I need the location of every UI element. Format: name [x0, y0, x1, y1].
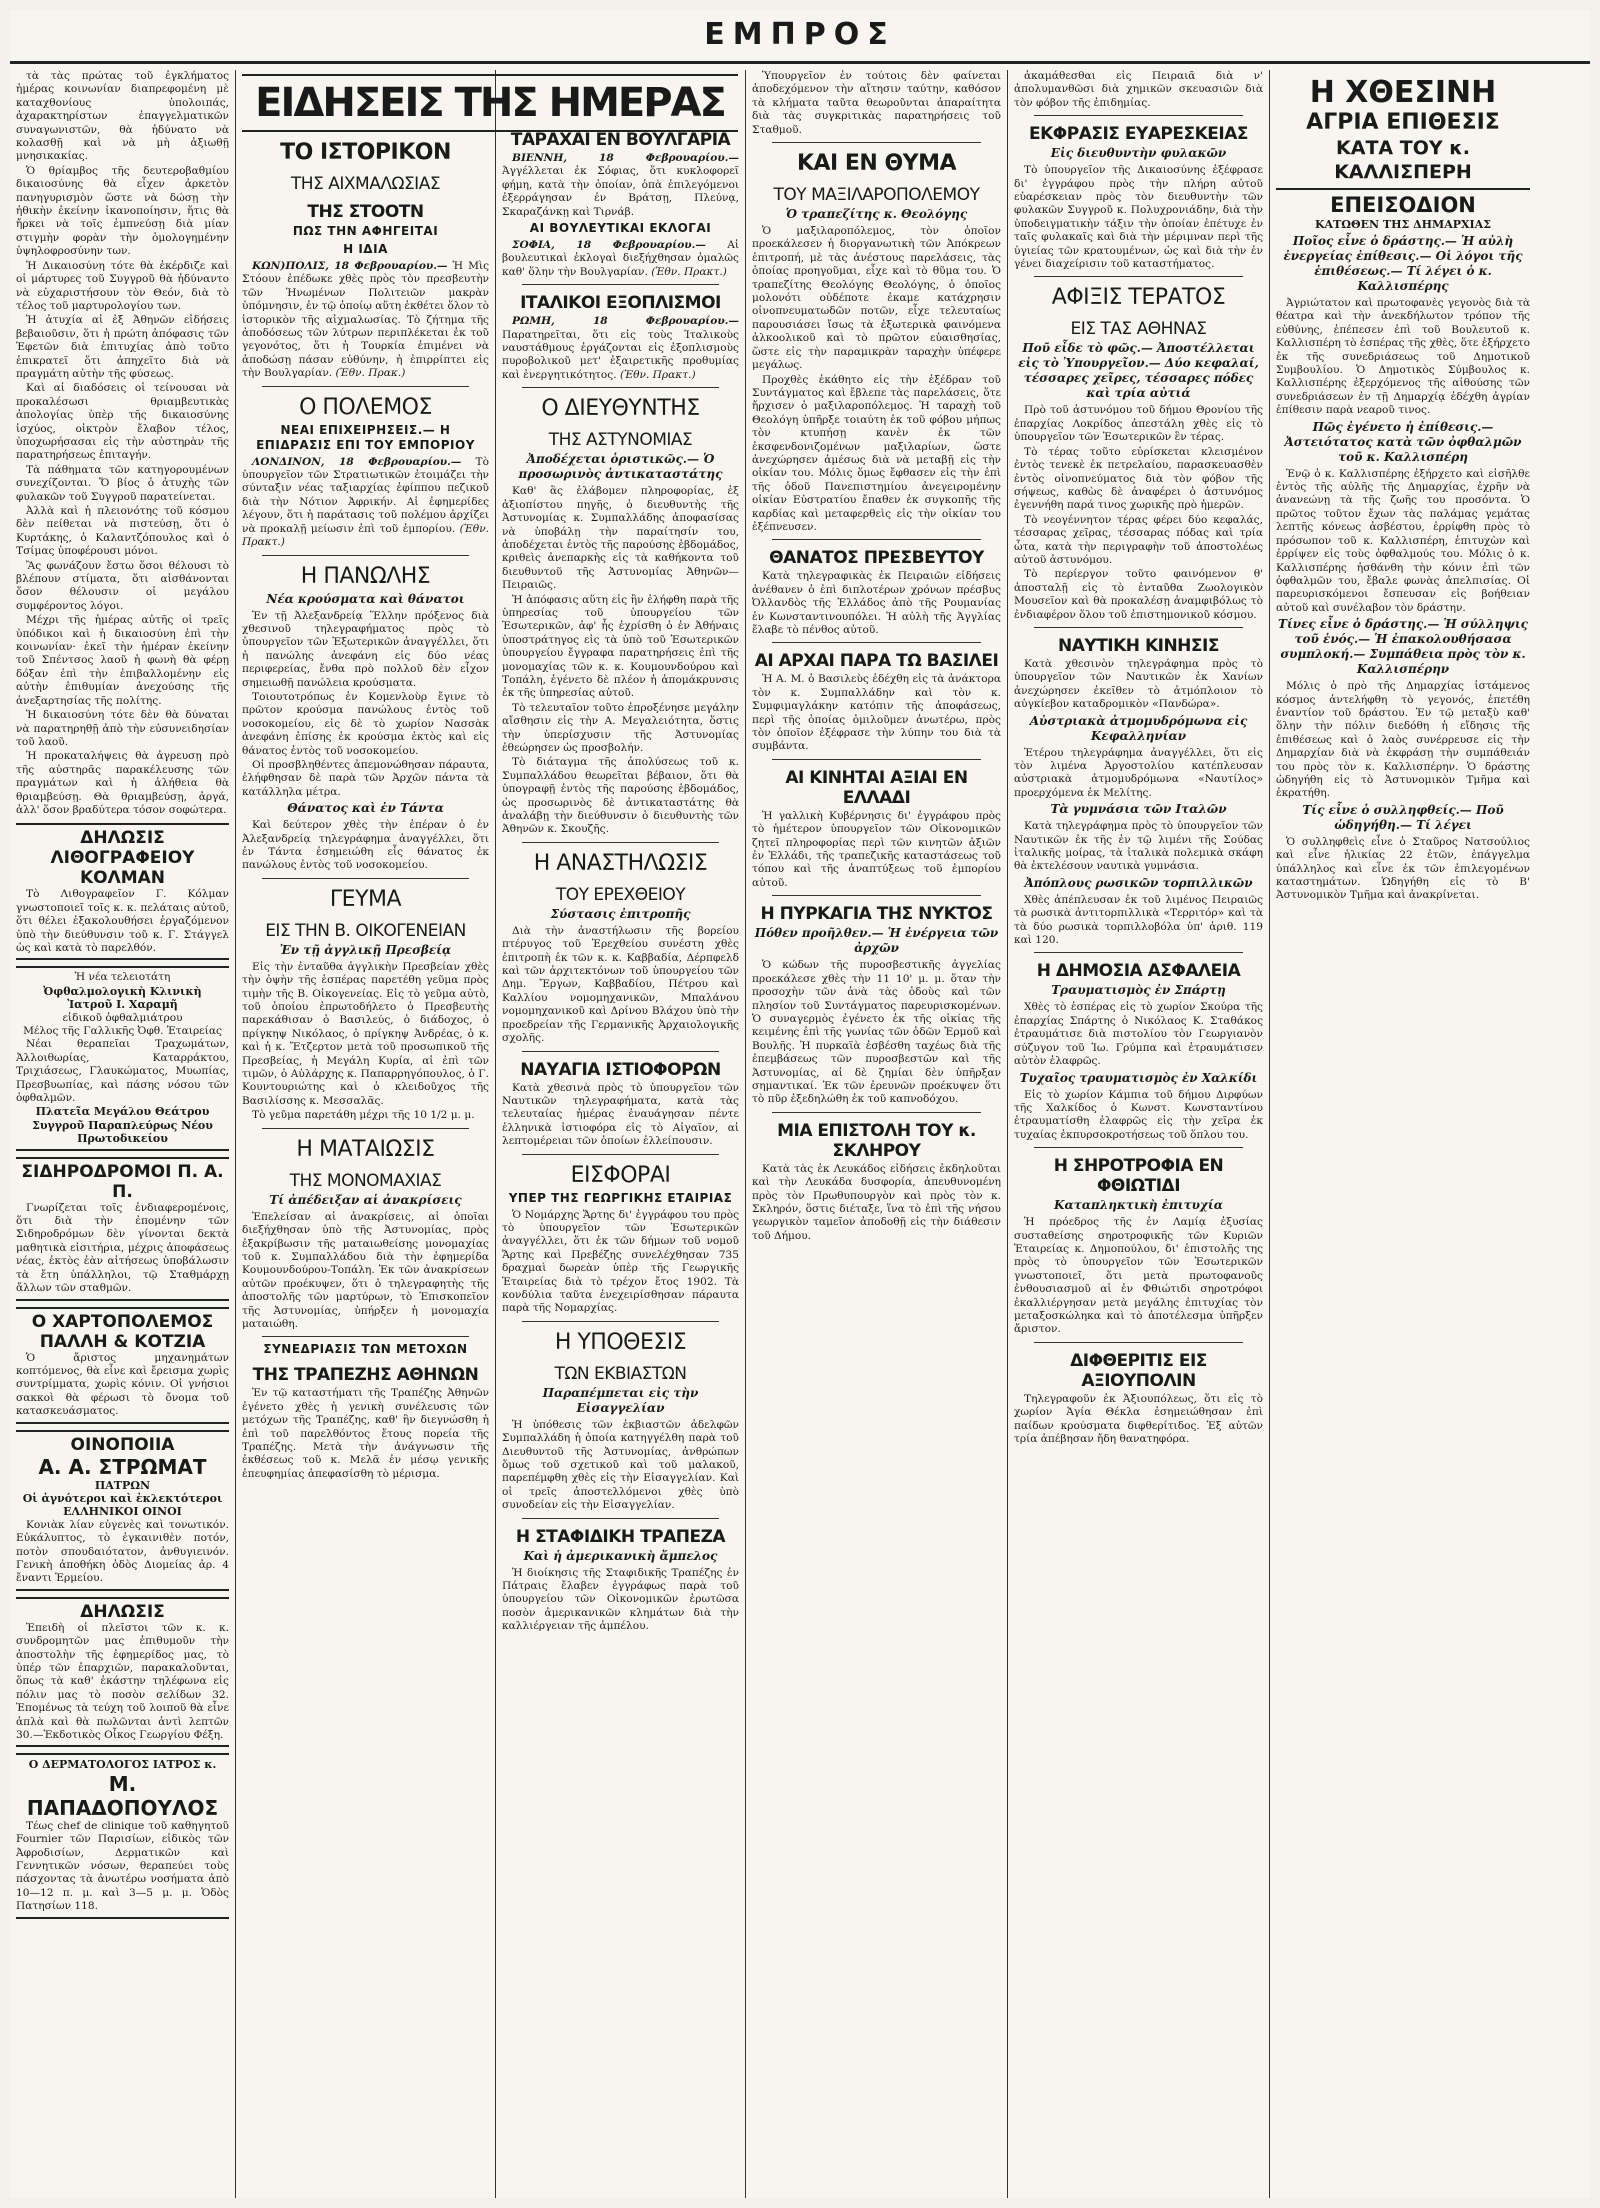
subheadline: Τυχαῖος τραυματισμὸς ἐν Χαλκίδι: [1019, 1070, 1258, 1085]
source: (Ἐθν. Πρακτ.): [619, 368, 696, 381]
headline: ΝΑΥΑΓΙΑ ΙΣΤΙΟΦΟΡΩΝ: [520, 1059, 721, 1080]
headline: ΜΙΑ ΕΠΙΣΤΟΛΗ ΤΟΥ κ. ΣΚΛΗΡΟΥ: [777, 1120, 976, 1161]
paragraph: Τὸ γεῦμα παρετάθη μέχρι τῆς 10 1/2 μ. μ.: [252, 1109, 475, 1122]
subheadline: Καὶ ἡ ἀμερικανικὴ ἄμπελος: [523, 1548, 718, 1563]
headline-line: ΚΑΤΑ ΤΟΥ κ. ΚΑΛΛΙΣΠΕΡΗ: [1334, 137, 1472, 183]
article-bank: [242, 1342, 489, 1481]
paragraph: Ὁ μαξιλαροπόλεμος, τὸν ὁποῖον προεκάλεσεν ἡ διοργανωτικὴ τῶν Ἀπόκρεων ἐπιτροπή, μὲ τὰς ἀνέστους παρελάσεις, τὰς ὁποίας προηγοῦμαι, εἶχε καὶ τὸ θῦμα του. Ὁ τραπεζίτης Θεολόγης Θεολόγης, ὁ ὁποῖος μολονότι οὐδέποτε ἐκαμε κατάχρησιν οἰνοπνευματωδῶν ποτῶν, εἶχε τελευταίως παρουσιάσει ἴσως τὰ ἐξωτερικὰ φαινόμενα ἀλκοολικοῦ καὶ τὸ πρῶτον εὐαισθησίας, ὥστε εἰς τὴν παραμικρὰν ταραχὴν ὑπέφερε μεγάλως.: [752, 225, 1001, 372]
separator: [522, 1051, 719, 1052]
paragraph: Ἡ Α. Μ. ὁ Βασιλεὺς ἐδέχθη εἰς τὰ ἀνάκτορα τὸν κ. Συμπαλλάδην καὶ τὸν κ. Συμφιμαγλάκην κατόπιν τῆς ἀποφάσεως, περὶ τῆς ὁποίας ὁμιλοῦμεν ἀνωτέρω, πρὸς τὸν ὁποῖον ἐξέφρασε τὴν λύπην του διὰ τὰ συμβάντα.: [752, 673, 1001, 753]
main-headline: [1276, 76, 1530, 232]
article-naval: [1014, 636, 1263, 948]
subheadline: Η ΙΔΙΑ: [343, 242, 388, 256]
paragraph: Τὸ διάταγμα τῆς ἀπολύσεως τοῦ κ. Συμπαλλάδου θεωρεῖται βέβαιον, ὅτι θὰ ὑπογραφῇ ἐντὸς τῆς παρούσης ἑβδομάδος, ὡς προσωρινὸς δὲ ἀντικαταστάτης θὰ ἀναλάβῃ τὴν διεύθυνσιν ὁ διευθυντὴς τῶν Ἀθηνῶν κ. Σκουζῆς.: [502, 756, 739, 836]
ad-paper: [16, 1307, 229, 1424]
subheadline: Εἰς διευθυντὴν φυλακῶν: [1050, 146, 1227, 161]
article-fire: [752, 904, 1001, 1106]
headline: ΤΗΣ ΜΟΝΟΜΑΧΙΑΣ: [289, 1170, 442, 1191]
article-king: [752, 651, 1001, 753]
separator: [1034, 276, 1243, 277]
ad-name: Α. Α. ΣΤΡΩΜΑΤ: [38, 1454, 207, 1479]
subheadline: Σύστασις ἐπιτροπῆς: [550, 906, 691, 921]
article-bulgaria-riots: [502, 130, 739, 219]
paragraph: Ἡ Δικαιοσύνη τότε θὰ ἐκέρδιζε καὶ οἱ μάρτυρες τοῦ Συγγροῦ θὰ ἠδύναντο νὰ εὐχαριστήσουν τὸν Θεόν, διὰ τὸ τέλος τοῦ μαρτυρολογίου των.: [16, 259, 229, 312]
subheadline: Τίνες εἶνε ὁ δράστης.— Ἡ σύλληψις τοῦ ἑνός.— Ἡ ἐπακολουθήσασα συμπλοκή.— Συμπάθεια πρὸς τὸν κ. Καλλισπέρην: [1278, 617, 1528, 677]
ad-winery: [16, 1430, 229, 1591]
article-letter: [752, 1121, 1001, 1243]
paragraph: Ἡ προκαταλήψεις θὰ ἀγρευσῃ πρὸ τῆς αὐστηρᾶς παρακέλευσης τῶν πραγμάτων καὶ ἡ ἀλήθεια θὰ θριαμβεύσῃ. Θὰ θριαμβεύσῃ, ἀργά, ἀλλ' ὅσον βραδύτερα τόσον σοφώτερα.: [16, 750, 229, 816]
headline: Η ΥΠΟΘΕΣΙΣ: [554, 1329, 687, 1355]
separator: [772, 539, 981, 540]
paragraph: Τὸ περίεργον τοῦτο φαινόμενον θ' ἀποσταλῇ εἰς τὸ ἐνταῦθα Ζωολογικὸν Μουσεῖον καὶ θὰ προκαλέσῃ ἀναμφιβόλως τὸ ἐνδιαφέρον ὅλου τοῦ ἐπιστημονικοῦ κόσμου.: [1014, 568, 1263, 621]
subheadline: Ποῖος εἶνε ὁ δράστης.— Ἡ αὐλὴ ἐνεργείας ἐπίθεσις.— Οἱ λόγοι τῆς ἐπιθέσεως.— Τί λέγει ὁ κ. Καλλισπέρης: [1283, 234, 1523, 293]
paragraph: Ἐτέρου τηλεγράφημα ἀναγγέλλει, ὅτι εἰς τὸν λιμένα Ἀργοστολίου κατέπλευσαν αὐστριακὰ ἀτμομυδρόμωνα «Ναυτίλος» προερχόμενα ἐκ Μελίτης.: [1014, 746, 1263, 799]
ad-title: ΛΙΘΟΓΡΑΦΕΙΟΥ ΚΟΛΜΑΝ: [50, 848, 195, 889]
headline: ΙΤΑΛΙΚΟΙ ΕΞΟΠΛΙΣΜΟΙ: [520, 293, 721, 314]
ad-body: Τὸ Λιθογραφεῖον Γ. Κόλμαν γνωστοποιεῖ τοῖς κ. κ. πελάταις αὐτοῦ, ὅτι θέλει ἐξακολουθήσει ἐργαζόμενον ὑπὸ τὴν διεύθυνσιν τοῦ κ. Γ. Στάγγελ ὡς καὶ κατὰ τὸ παρελθόν.: [16, 888, 229, 954]
article-diphtheria: [1014, 1351, 1263, 1447]
separator: [262, 555, 469, 556]
article-war: [242, 395, 489, 550]
subheadline: Τί ἀπέδειξαν αἱ ἀνακρίσεις: [269, 1192, 462, 1207]
paragraph: Κατὰ τηλεγραφικὰς ἐκ Πειραιῶν εἰδήσεις ἀνέθανεν ὁ ἐπὶ διπλοτέρων χρόνων πρέσβυς Ὀλλανδὸς τῆς Ἑλλάδος ἀπὸ τῆς Ρουμανίας ἐν Κωνσταντινουπόλει. Ἡ αὐλὴ τῆς Ἀγγλίας ἔλαβε τὸ πένθος αὐτοῦ.: [752, 570, 1001, 636]
article-elections: [502, 221, 739, 279]
headline-line: ΑΓΡΙΑ ΕΠΙΘΕΣΙΣ: [1306, 110, 1500, 135]
paragraph: [242, 260, 489, 381]
paragraph: Διὰ τὴν ἀναστήλωσιν τῆς βορείου πτέρυγος τοῦ Ἐρεχθείου συνέστη χθὲς ἐπιτροπὴ ἐκ τῶν κ. κ. Καββαδία, Δέρπφελδ καὶ τῶν ἀρχιτεκτόνων τοῦ ὑπουργείου τῶν Δημ. Ἔργων, Καββαδίου, Πέτρου καὶ Καλλίου νομομηχανικῶν, Μπαλάνου νομομηχανικοῦ καὶ Δρίνου Βλάχου ὑπὸ τὴν προεδρείαν τῆς Γερμανικῆς Ἀρχαιολογικῆς σχολῆς.: [502, 924, 739, 1045]
masthead-rule: [10, 61, 1590, 64]
paragraph: Καὶ δεύτερον χθὲς τὴν ἐπέραν ὁ ἐν Ἀλεξανδρείᾳ τηλεγράφημα ἀναγγέλλει, ὅτι ἐν Τάντα ἐσημειώθη εἷς θάνατος ἐκ πανώλους ἐντὸς τοῦ νοσοκομείου.: [242, 819, 489, 872]
subheadline: Πόθεν προῆλθεν.— Ἡ ἐνέργεια τῶν ἀρχῶν: [754, 926, 999, 956]
headline: ΤΗΣ ΑΣΤΥΝΟΜΙΑΣ: [548, 430, 693, 451]
headline: Η ΣΗΡΟΤΡΟΦΙΑ ΕΝ ΦΘΙΩΤΙΔΙ: [1053, 1156, 1224, 1197]
separator: [772, 1112, 981, 1113]
headline-line: ΕΠΕΙΣΟΔΙΟΝ: [1276, 188, 1530, 218]
article-plague: [242, 564, 489, 873]
headline: Η ΔΗΜΟΣΙΑ ΑΣΦΑΛΕΙΑ: [1036, 961, 1241, 982]
ad-body: Γνωρίζεται τοῖς ἐνδιαφερομένοις, ὅτι διὰ τὴν ἐπομένην τῶν Σιδηροδρόμων δὲν γίνονται δεκτὰ μαθητικὰ εἰσιτήρια, μέχρις ἀποφάσεως νέας, ἐκτὸς ἐὰν αἰτήσεως ὑποβάλωσιν τὰ ἔτη ὑπάλληλοι, τῷ Σταθμάρχῃ ἄλλων τῶν σταθμῶν.: [16, 1201, 229, 1295]
paragraph: Κατὰ τηλεγράφημα πρὸς τὸ ὑπουργεῖον τῶν Ναυτικῶν ἐκ τῆς ἐν τῷ λιμένι τῆς Σούδας ἰταλικῆς μοίρας, τὰ ἰταλικὰ πολεμικὰ σκάφη θὰ ἐκτελέσουν ναυτικὰ γυμνάσια.: [1014, 820, 1263, 873]
headline: ΔΙΦΘΕΡΙΤΙΣ ΕΙΣ ΑΞΙΟΥΠΟΛΙΝ: [1070, 1350, 1207, 1391]
masthead-title: ΕΜΠΡΟΣ: [704, 17, 896, 52]
headline-line: ΚΑΤΩΘΕΝ ΤΗΣ ΔΗΜΑΡΧΙΑΣ: [1314, 218, 1491, 231]
headline: ΤΗΣ ΣΤΟΟΤΝ: [307, 202, 424, 222]
headline: ΤΑΡΑΧΑΙ ΕΝ ΒΟΥΛΓΑΡΙΑ: [510, 130, 731, 150]
separator: [522, 1321, 719, 1322]
headline: ΤΟ ΙΣΤΟΡΙΚΟΝ: [280, 140, 451, 165]
paragraph: Ἡ ἀπόφασις αὕτη εἰς ἣν ἐλήφθη παρὰ τῆς ὑπηρεσίας τοῦ ὑπουργείου τῶν Ἐσωτερικῶν, ἀφ' ἧς ἐχρίσθη ὁ ἐν Ἀθήναις ὑποστράτηγος εἰς τὰ ὑπὸ τοῦ Ἐσωτερικῶν ὑπουργείου ἔγγραφα παρατηρήσεις ἐπὶ τῆς μονομαχίας τῶν κ. κ. Κουμουνδούρου καὶ Τοπάλη, ἐγένετο δὲ πλέον ἡ ἀπομάκρυνσις ἐκ τῆς ὑπηρεσίας αὐτοῦ.: [502, 593, 739, 700]
subheadline: Τραυματισμὸς ἐν Σπάρτῃ: [1051, 983, 1226, 998]
paragraph: Καὶ αἱ διαδόσεις οἱ τείνουσαι νὰ προκαλέσωσι θριαμβευτικὰς ἀπολογίας ὑπὲρ τῆς δικαιοσύνης ἰσχύος, οἰκτρὸν ἔλαβον τέλος, ὑποχωρήσασαι εἰς τὴν αὐστηρὰν τῆς παρατηρήσεως ἐπιταγήν.: [16, 382, 229, 462]
separator: [772, 642, 981, 643]
headline: Ο ΔΙΕΥΘΥΝΤΗΣ: [541, 396, 700, 422]
paragraph: Κατὰ χθεσινὰ πρὸς τὸ ὑπουργεῖον τῶν Ναυτικῶν τηλεγραφήματα, κατὰ τὰς τελευταίας ἡμέρας ἐναυάγησαν πέντε ἑλληνικὰ ἱστιοφόρα εἰς τὸ Αἰγαῖον, αἱ λεπτομέρειαι τῶν ὁποίων ἐλλείπουσιν.: [502, 1081, 739, 1148]
paragraph: Ἡ δικαιοσύνη τότε δὲν θὰ δύναται νὰ παρατηρηθῇ ἀπὸ τὴν εὐσυνειδησίαν τοῦ λαοῦ.: [16, 709, 229, 748]
columns: [10, 70, 1590, 2198]
paragraph: Μόλις ὁ πρὸ τῆς Δημαρχίας ἱστάμενος κόσμος ἀντελήφθη τὸ γεγονός, ἐπετέθη ἐναντίον τοῦ δράστου. Ἐν τῷ μεταξὺ καθ' ὅλην τὴν πόλιν διεδόθη ἡ εἴδησις τῆς ἐπιθέσεως καὶ ὁ λαὸς συνέρρευσε εἰς τὴν Δημαρχίαν διὰ νὰ ἐκφράσῃ τὴν συμπάθειάν του πρὸς τὸν κ. Καλλισπέρην. Ὁ δράστης ὠδηγήθη εἰς τὸ Ἀστυνομικὸν Τμῆμα καὶ ἐκρατήθη.: [1276, 680, 1530, 800]
article-dinner: [242, 887, 489, 1123]
source: (Ἐθν. Πρακτ.): [651, 265, 727, 278]
ad-line: Ἡ νέα τελειοτάτη: [74, 971, 171, 984]
newspaper-page: [10, 10, 1590, 2198]
subheadline: Τίς εἶνε ὁ συλληφθείς.— Ποῦ ὡδηγήθη.— Τί λέγει: [1302, 802, 1504, 832]
subheadline: Παραπέμπεται εἰς τὴν Εἰσαγγελίαν: [542, 1385, 699, 1415]
paragraph: ἀκαμάθεσθαι εἰς Πειραιᾶ διὰ ν' ἀπολυμανθῶσι διὰ χημικῶν σκευασιῶν διὰ τὸν φόβον τῆς ἐπιδημίας.: [1014, 70, 1263, 109]
ad-address: Πλατεῖα Μεγάλου Θεάτρου Συγγροῦ Παραπλεύρως Νέου Πρωτοδικείου: [32, 1105, 213, 1146]
subheadline: Νέα κρούσματα καὶ θάνατοι: [266, 591, 465, 606]
subheadline: ΥΠΕΡ ΤΗΣ ΓΕΩΡΓΙΚΗΣ ΕΤΑΙΡΙΑΣ: [508, 1190, 733, 1205]
subheadline: ΠΩΣ ΤΗΝ ΑΦΗΓΕΙΤΑΙ: [292, 224, 439, 238]
dateline: ΛΟΝΔΙΝΟΝ, 18 Φεβρουαρίου.—: [252, 455, 462, 468]
article-shipwrecks: [502, 1060, 739, 1149]
headline: ΕΚΦΡΑΣΙΣ ΕΥΑΡΕΣΚΕΙΑΣ: [1029, 124, 1248, 145]
paragraph: Ἀγριώτατον καὶ πρωτοφανὲς γεγονὸς διὰ τὰ θέατρα καὶ τὴν ἀνεκδήλωτον τρόπον τῆς εὐθύνης, ἐπέπεσεν ἐπὶ τοῦ Βουλευτοῦ κ. Καλλισπέρη τὸ ἑσπέρας τῆς χθὲς, ὅτε ἐξήρχετο ἐκ τῆς συνεδριάσεως τοῦ Δημοτικοῦ Συμβουλίου. Ὁ Δημοτικὸς Σύμβουλος κ. Καλλισπέρης ἐξερχόμενος τῆς αἰθούσης τῶν συνεδριάσεων ἐν τῇ Δημαρχίᾳ ἐδέχθη ἀγρίαν ἐπίθεσιν παρὰ νεαροῦ τινος.: [1276, 297, 1530, 417]
subheadline: Ποῦ εἶδε τὸ φῶς.— Ἀποστέλλεται εἰς τὸ Ὑπουργεῖον.— Δύο κεφαλαί, τέσσαρες χεῖρες, τέσσαρες πόδες καὶ τρία αὐτιά: [1018, 341, 1259, 401]
separator: [1034, 115, 1243, 116]
column-4: [746, 70, 1008, 2198]
ad-title: ΣΙΔΗΡΟΔΡΟΜΟΙ Π. Α. Π.: [21, 1161, 224, 1202]
body-text: Τὸ ὑπουργεῖον τῶν Στρατιωτικῶν ἑτοιμάζει τὴν σύνταξιν νέας ταξιαρχίας ἐφίππου πεζικοῦ διὰ τὴν Νότιον Ἀφρικήν. Αἱ ἐφημερίδες λέγουν, ὅτι ἡ παράτασις τοῦ πολέμου ἀρχίζει νὰ προκαλῇ μείωσιν ἐπὶ τοῦ ἐμπορίου.: [242, 455, 489, 535]
headline: ΚΑΙ ΕΝ ΘΥΜΑ: [796, 151, 957, 177]
separator: [522, 387, 719, 388]
paragraph: Ἀλλὰ καὶ ἡ πλειονότης τοῦ κόσμου δὲν πείθεται νὰ πιστεύσῃ, ὅτι ὁ Κυρτάκης, ὁ Καλαντζόπουλος καὶ ὁ Τσίμας ὑποφέρουσι μόνοι.: [16, 505, 229, 558]
separator: [262, 1336, 469, 1337]
paragraph: [242, 456, 489, 550]
article-satisfaction: [1014, 124, 1263, 271]
separator: [262, 386, 469, 387]
article-monster: [1014, 285, 1263, 622]
article-safety: [1014, 961, 1263, 1142]
column-1: [10, 70, 236, 2198]
separator: [1034, 627, 1243, 628]
headline: Η ΣΤΑΦΙΔΙΚΗ ΤΡΑΠΕΖΑ: [515, 1526, 726, 1547]
headline: ΤΟΥ ΜΑΞΙΛΑΡΟΠΟΛΕΜΟΥ: [773, 185, 980, 206]
headline: Ο ΠΟΛΕΜΟΣ: [299, 394, 432, 420]
paragraph: τὰ τὰς πρώτας τοῦ ἐγκλήματος ἡμέρας κοινωνίαν διαπρεφομένη μὲ καταχθονίους ὑπολοιπάς, ἀχαρακτηρίστων ἐπαγγελματικῶν συναγωνιστῶν, θὰ ἠδύνατο νὰ κολασθῇ καὶ νὰ μὴ ἀξιωθῇ μνησικακίας.: [16, 70, 229, 163]
ad-title: ΔΗΛΩΣΙΣ: [80, 1601, 165, 1622]
paragraph: [502, 152, 739, 219]
headline: ΘΑΝΑΤΟΣ ΠΡΕΣΒΕΥΤΟΥ: [769, 548, 984, 569]
ad-body: Ὁ ἄριστος μηχανημάτων κοπτόμενος, θὰ εἶνε καὶ ἔρεισμα χωρὶς συντρίμματα, χωρὶς κόνιν. Οἱ γνήσιοι σακκοὶ θὰ φέρωσι τὸ ὄνομα τοῦ κατασκευάσματος.: [16, 1351, 229, 1418]
article-police-director: [502, 396, 739, 837]
masthead: [10, 10, 1590, 66]
separator: [1034, 1342, 1243, 1343]
separator: [262, 878, 469, 879]
subheadline: Ἀποδέχεται ὁριστικῶς.— Ὁ προσωρινὸς ἀντικαταστάτης: [518, 452, 723, 482]
paragraph: [502, 315, 739, 382]
separator: [522, 1154, 719, 1155]
ad-line: εἰδικοῦ ὀφθαλμιάτρου: [62, 1011, 183, 1024]
paragraph: Τηλεγραφοῦν ἐκ Ἀξιουπόλεως, ὅτι εἰς τὸ χωρίον Ἁγία Θέκλα ἐσημειώθησαν ἐπὶ παίδων κρούσματα διφθερίτιδος. Ἐξ αὐτῶν τρία ἀπέβησαν ἤδη θανατηφόρα.: [1014, 1392, 1263, 1445]
headline: ΤΗΣ ΤΡΑΠΕΖΗΣ ΑΘΗΝΩΝ: [252, 1365, 479, 1386]
ad-body: Τέως chef de clinique τοῦ καθηγητοῦ Fournier τῶν Παρισίων, εἰδικὸς τῶν Ἀφροδισίων, Δερματικῶν καὶ Γεννητικῶν νόσων, θεραπεύει τοὺς πάσχοντας τὰ ἀνωτέρω νοσήματα ἀπὸ 10—12 π. μ. καὶ 3—5 μ. μ. Ὁδὸς Πατησίων 118.: [16, 1819, 229, 1913]
headline: ΓΕΥΜΑ: [329, 886, 402, 912]
headline: ΑΙ ΑΡΧΑΙ ΠΑΡΑ ΤΩ ΒΑΣΙΛΕΙ: [754, 651, 999, 672]
subheadline: ΣΥΝΕΔΡΙΑΣΙΣ ΤΩΝ ΜΕΤΟΧΩΝ: [263, 1342, 468, 1357]
paragraph: Χθὲς ἀπέπλευσαν ἐκ τοῦ λιμένος Πειραιῶς τὰ ρωσικὰ ἀντιτορπιλλικὰ «Τερριτόρ» καὶ τὰ τὰ δύο ρωσικὰ τορπιλλοβόλα ὑπ' ἀριθ. 119 καὶ 120.: [1014, 893, 1263, 947]
paragraph: Ἐπελείσαν αἱ ἀνακρίσεις, αἱ ὁποῖαι διεξήχθησαν ὑπὸ τῆς Ἀστυνομίας, πρὸς ἐξακρίβωσιν τῆς ματαιωθείσης μονομαχίας τοῦ κ. Συμπαλλάδου διὰ τὴν ἐφημερίδα Κουμουνδούρου-Τοπάλη. Ἐκ τῶν ἀνακρίσεων αὐτῶν προέκυψεν, ὅτι ὁ τηλεγραφητὴς τῆς ἀποστολῆς τῶν μαρτύρων, τὸ Ἐπισκοπεῖον τῆς Ἀστυνομίας, ὑπήρξεν ἡ μονομαχία ματαιώθη.: [242, 1210, 489, 1330]
headline: ΕΙΣ ΤΑΣ ΑΘΗΝΑΣ: [1070, 319, 1207, 340]
headline: Η ΑΝΑΣΤΗΛΩΣΙΣ: [533, 850, 708, 876]
paragraph: Ἡ πρόεδρος τῆς ἐν Λαμίᾳ ἐξυσίας συσταθείσης σηροτροφικῆς τῶν Κυριῶν Ἑταιρείας κ. Δημοπούλου, δι' ἐπιστολῆς της πρὸς τὸ ὑπουργεῖον τῶν Ἐσωτερικῶν γνωστοποιεῖ, ὅτι μετὰ πρωτοφανοῦς ἐνθουσιασμοῦ αἱ ἐν Φθιώτιδι σηροτρόφοι ἐκαλλιέργησαν μετὰ μεγάλης ἐπιτυχίας τὸν μεταξοσκώληκα καὶ τὸ ἀποτέλεσμα ὑπῆρξεν ἄριστον.: [1014, 1216, 1263, 1336]
separator: [772, 142, 981, 143]
body-text: Ἀγγέλλεται ἐκ Σόφιας, ὅτι κυκλοφορεῖ φήμη, κατὰ τὴν ὁποίαν, ὁπὰ ἐπιλεγόμενοι ἐξερράγησαν ἐν Βράτσῃ, Πλεύνᾳ, Σκαραζάνκῃ καὶ Τιρνάβ.: [502, 165, 739, 218]
spacer: [502, 70, 739, 122]
ad-line: Μέλος τῆς Γαλλικῆς Ὀφθ. Ἑταιρείας: [23, 1025, 222, 1037]
ad-railways: [16, 1157, 229, 1301]
body-text: Παρατηρεῖται, ὅτι εἰς τοὺς Ἰταλικοὺς ναυστάθμους ἐργάζονται εἰς ἐξοπλισμοὺς πυροβολικοῦ μετ' ἐξαιρετικῆς προθυμίας καὶ ἐνεργητικότητος.: [502, 328, 739, 381]
dateline: ΣΟΦΙΑ, 18 Φεβρουαρίου.—: [512, 239, 706, 252]
article-duel: [242, 1137, 489, 1332]
paragraph: [502, 239, 739, 279]
dateline: ΡΩΜΗ, 18 Φεβρουαρίου.—: [512, 315, 739, 328]
paragraph: Εἰς τὸ χωρίον Κάμπια τοῦ δήμου Διρφύων τῆς Χαλκίδος ὁ Κωνστ. Κωνσταντίνου ἐτραυματίσθη ἐλαφρῶς εἰς τὴν χεῖρα ἐκ τυχαίας ἐκπυρσοκροτήσεως τοῦ ὅπλου του.: [1014, 1088, 1263, 1141]
paragraph: Ἂς φωνάζουν ἔστω ὅσοι θέλουσι τὸ βλέπουν στίματα, ὅτι αἰσθάνονται ὅσον θέλουσιν οἱ μεγάλου συμφέροντος λόγοι.: [16, 559, 229, 612]
paragraph: Χθὲς τὸ ἑσπέρας εἰς τὸ χωρίον Σκούρα τῆς ἐπαρχίας Σπάρτης ὁ Νικόλαος Κ. Σταθάκος ἐτραυμάτισε διὰ πιστολίου τὸν Γεωργιανὸν σύζυγον τοῦ Ἰω. Γρύμπα καὶ ἐτραυμάτισεν αὐτὸν ἐλαφρῶς.: [1014, 1001, 1263, 1068]
ad-notice: [16, 1597, 229, 1748]
body-text: Αἱ βουλευτικαὶ ἐκλογαὶ διεξήχθησαν ὁμαλῶς καθ' ὅλην τὴν Βουλγαρίαν.: [502, 239, 739, 278]
ad-line: Ο ΔΕΡΜΑΤΟΛΟΓΟΣ ΙΑΤΡΟΣ κ.: [28, 1758, 217, 1772]
paragraph: Τὸ νεογέννητον τέρας φέρει δύο κεφαλάς, τέσσαρας χεῖρας, τέσσαρας πόδας καὶ τρία ὦτα, κατὰ τὴν περιγραφὴν τοῦ ἀποστολέως αὐτοῦ ἀστυνόμου.: [1014, 513, 1263, 566]
source: (Ἐθν. Πρακ.): [335, 367, 406, 380]
headline: ΕΙΣΦΟΡΑΙ: [570, 1162, 671, 1188]
headline: Η ΜΑΤΑΙΩΣΙΣ: [296, 1136, 435, 1162]
ad-body: Νέαι θεραπεῖαι Τραχωμάτων, Ἀλλοιθωρίας, Καταρράκτου, Τριχιάσεως, Γλαυκώματος, Μυωπίας, Πρεσβυωπίας, καὶ πάσης νόσου τῶν ὀφθαλμῶν.: [16, 1038, 229, 1105]
headline: ΝΑΥΤΙΚΗ ΚΙΝΗΣΙΣ: [1058, 635, 1219, 656]
ad-body: Κονιὰκ λίαν εὐγενὲς καὶ τονωτικόν. Εὐκάλυπτος, τὸ ἐγκαινιθὲν ποτόν, ποτὸν σπουδαιότατον, ἀνθυγιεινόν. Γενικὴ ἀποθήκη ὁδὸς Διομείας ἀρ. 4 ἔναντι Ἑρμείου.: [16, 1518, 229, 1585]
headline: ΤΟΥ ΕΡΕΧΘΕΙΟΥ: [555, 884, 686, 905]
dateline: ΚΩΝ)ΠΟΛΙΣ, 18 Φεβρουαρίου.—: [252, 260, 448, 272]
article-raisin-bank: [502, 1527, 739, 1634]
ad-name: Μ. ΠΑΠΑΔΟΠΟΥΛΟΣ: [26, 1771, 219, 1820]
paragraph: Ὁ συλληφθεὶς εἶνε ὁ Σταῦρος Νατσούλιος καὶ εἶνε ἡλικίας 22 ἐτῶν, ἐπάγγελμα ὑπάλληλος καὶ εἶνε ἐκ τῶν ἐπιλεγομένων καταστημάτων. Ὡδηγήθη εἰς τὸ Β' Ἀστυνομικὸν Τμῆμα καὶ ἀνακρίνεται.: [1276, 835, 1530, 902]
paragraph: Πρὸ τοῦ ἀστυνόμου τοῦ δήμου Θρονίου τῆς ἐπαρχίας Λοκρίδος ἀπεστάλη χθὲς εἰς τὸ ὑπουργεῖον τῶν Ἐσωτερικῶν ἓν τέρας.: [1014, 404, 1263, 444]
paragraph: Ἐνῷ ὁ κ. Καλλισπέρης ἐξήρχετο καὶ εἰσῆλθε ἐντὸς τῆς αὐλῆς τῆς Δημαρχίας, ἐχρῆν νὰ ἀνανεώνῃ τὰ τῆς ζωῆς του προσόντα. Ὁ πρῶτος τοῦτον ἔχων τὰς παλάμας γεμάτας λεπτῆς κόνεως ἀσβέστου, ἐρρίφθη πρὸς τὸ πρόσωπον τοῦ κ. Καλλισπέρη, ἐπιτυχὼν καὶ ἐρρίψεν εἰς τοὺς ὀφθαλμούς του. Μόλις ὁ κ. Καλλισπέρης ἠσθάνθη τὴν κόνιν ἐπὶ τῶν ὀφθαλμῶν του, ἔβαλε φωνὰς ἀπελπισίας. Οἱ παρευρισκόμενοι ἔσπευσαν εἰς βοήθειαν αὐτοῦ καὶ συνέλαβον τὸν δράστην.: [1276, 467, 1530, 614]
ad-line: Ἰατροῦ Ι. Χαραμῆ: [67, 998, 178, 1012]
paragraph: Τὸ τελευταῖον τοῦτο ἐπροξένησε μεγάλην αἴσθησιν εἰς τὴν Α. Μεγαλειότητα, ὅστις τὴν ὑπερίσχυσιν τῆς Ἀστυνομίας ἐθεώρησεν ὡς προσβολήν.: [502, 701, 739, 754]
column-3: [496, 70, 746, 2198]
ad-body: Ἐπειδὴ οἱ πλεῖστοι τῶν κ. κ. συνδρομητῶν μας ἐπιθυμοῦν τὴν ἀποστολὴν τῆς ἐφημερίδος μας, τὸ ὑπέρ τῶν ἐπαρχιῶν, παρακαλοῦνται, ὅπως τὰ καθ' ἑκάστην τηλέφωνα εἰς πόλιν μας τὸ ποσὸν σελίδων 32. Ἐπομένως τὰ τεύχη τοῦ λοιποῦ θὰ εἶνε ἁπλὰ καὶ θὰ πωλῶνται ἀντὶ λεπτῶν 30.—Ἐκδοτικὸς Οἶκος Γεωργίου Φέξη.: [16, 1621, 229, 1742]
subheadline: Πῶς ἐγένετο ἡ ἐπίθεσις.— Ἀστειότατος κατὰ τῶν ὀφθαλμῶν τοῦ κ. Καλλισπέρη: [1284, 419, 1522, 464]
headline-line: Η ΧΘΕΣΙΝΗ: [1309, 75, 1497, 110]
paragraph: Ἡ ὑπόθεσις τῶν ἐκβιαστῶν ἀδελφῶν Συμπαλλάδη ἡ ὁποία κατηγγέλθη παρὰ τοῦ Διευθυντοῦ τῆς Ἀστυνομίας, ἀνθρώπων ὅμως τοῦ σχετικοῦ καὶ τοῦ μαλακοῦ, παρεπέμφθη χθὲς εἰς τὴν Εἰσαγγελίαν. Καὶ οἱ τρεῖς ἀποστελλόμενοι χθὲς ὑπὸ συνοδείαν εἰς τὴν Εἰσαγγελίαν.: [502, 1418, 739, 1512]
paragraph: Κατὰ τὰς ἐκ Λευκάδος εἰδήσεις ἐκδηλοῦται καὶ τὴν Λευκάδα δυσφορία, ἀπευθυνομένη πρὸς τὸν Πρωθυπουργὸν καὶ πρὸς τὸν κ. Σκληρόν, ὅστις διέταξε, ἵνα τὸ ἐπὶ τῆς νήσου γεωργικὸν ταμεῖον ἀποδοθῇ εἰς τὴν διάθεσιν τοῦ Δήμου.: [752, 1162, 1001, 1242]
article-pillow-fight: [752, 151, 1001, 534]
ad-eye-clinic: [16, 966, 229, 1150]
article-erechtheion: [502, 851, 739, 1046]
column-6: [1270, 70, 1536, 2198]
subheadline: ΝΕΑΙ ΕΠΙΧΕΙΡΗΣΕΙΣ.— Η ΕΠΙΔΡΑΣΙΣ ΕΠΙ ΤΟΥ ΕΜΠΟΡΙΟΥ: [256, 422, 475, 452]
headline: Η ΠΑΝΩΛΗΣ: [300, 563, 431, 589]
headline: ΑΦΙΞΙΣ ΤΕΡΑΤΟΣ: [1051, 285, 1226, 311]
subheadline: Καταπληκτικὴ ἐπιτυχία: [1054, 1198, 1223, 1213]
section-title: ΕΙΔΗΣΕΙΣ ΤΗΣ ΗΜΕΡΑΣ: [242, 74, 738, 132]
article-italian: [502, 293, 739, 382]
subheadline: Τὰ γυμνάσια τῶν Ιταλῶν: [1050, 802, 1227, 817]
paragraph: Τὰ πάθηματα τῶν κατηγορουμένων συνεχίζονται. Ὅ βίος ὁ ἀτυχὴς τῶν φυλακῶν τοῦ Συγγροῦ παρατείνεται.: [16, 463, 229, 503]
paragraph: Ὁ Νομάρχης Ἄρτης δι' ἐγγράφου του πρὸς τὸ ὑπουργεῖον τῶν Ἐσωτερικῶν ἀναγγέλλει, ὅτι ἐκ τῶν δήμων τοῦ νομοῦ Ἄρτης καὶ Πρεβέζης συνελέχθησαν 735 δραχμαὶ δωρεὰν ὑπὲρ τῆς Γεωργικῆς Ἑταιρείας διὰ τὸ τρέχον ἔτος 1902. Τὰ κονδύλια ταῦτα ἐνεχειρίσθησαν πάραυτα παρὰ τῆς Νομαρχίας.: [502, 1208, 739, 1315]
paragraph: Ἐν τῇ Ἀλεξανδρείᾳ Ἕλλην πρόξενος διὰ χθεσινοῦ τηλεγραφήματος πρὸς τὸ ὑπουργεῖον τῶν Ἐξωτερικῶν ἀναγγέλλει, ὅτι ἡ πανώλης ἀνεφάνη εἰς δύο νέας περιφερείας, ἔνθα πρὸ πολλοῦ δὲν εἶχον σημειωθῇ πανώλεια κρούσματα.: [242, 609, 489, 689]
headline: ΤΗΣ ΑΙΧΜΑΛΩΣΙΑΣ: [290, 174, 441, 194]
separator: [262, 1128, 469, 1129]
paragraph: Ἐν τῷ καταστήματι τῆς Τραπέζης Ἀθηνῶν ἐγένετο χθὲς ἡ γενικὴ συνέλευσις τῶν μετόχων τῆς Τραπέζης, καθ' ἣν διεγνώσθη ἡ ἐπὶ τοῦ παρελθόντος ἔτους πορεία τῆς Τραπέζης. Μετὰ τὴν ἀνάγνωσιν τῆς ἐκθέσεως τοῦ κ. Μελᾶ ἐν μέσῳ γενικῆς ἐπευφημίας ἀπεφασίσθη τὸ μέρισμα.: [242, 1387, 489, 1480]
headline: ΕΙΣ ΤΗΝ Β. ΟΙΚΟΓΕΝΕΙΑΝ: [265, 920, 466, 941]
article-stone: [242, 140, 489, 381]
article-silk: [1014, 1156, 1263, 1337]
paragraph: Οἱ προσβληθέντες ἀπεμονώθησαν πάραυτα, ἐλήφθησαν δὲ παρὰ τῶν Ἀρχῶν πάντα τὰ κατάλληλα μέτρα.: [242, 758, 489, 798]
headline: ΤΩΝ ΕΚΒΙΑΣΤΩΝ: [554, 1363, 687, 1384]
paragraph: Τὸ ὑπουργεῖον τῆς Δικαιοσύνης ἐξέφρασε δι' ἐγγράφου πρὸς τὴν πλήρη αὐτοῦ εὐαρέσκειαν πρὸς τὸν διευθυντὴν τῶν φυλακῶν Συγγροῦ κ. Πολυχρονιάδην, διὰ τὴν ὑποδειγματικὴν τάξιν τὴν ὁποίαν ἐπέτυχε ἐν ταῖς φυλακαῖς καὶ διὰ τὴν μέριμναν περὶ τῆς ὑγιείας τῶν κρατουμένων, ὡς καὶ διὰ τὴν ἐν γένει διαχείρισιν τοῦ καταστήματος.: [1014, 164, 1263, 271]
article-securities: [752, 768, 1001, 890]
subheadline: Ὁ τραπεζίτης κ. Θεολόγης: [785, 207, 968, 222]
subheadline: Θάνατος καὶ ἐν Τάντα: [287, 801, 444, 816]
subheadline: Αὐστριακὰ ἀτμομυδρόμωνα εἰς Κεφαλληνίαν: [1029, 713, 1248, 743]
separator: [522, 842, 719, 843]
dateline: ΒΙΕΝΝΗ, 18 Φεβρουαρίου.—: [512, 152, 739, 164]
article-ambassador-death: [752, 548, 1001, 637]
subheadline: ΑΙ ΒΟΥΛΕΥΤΙΚΑΙ ΕΚΛΟΓΑΙ: [529, 221, 712, 236]
separator: [1034, 1147, 1243, 1148]
paragraph: Ἡ γαλλικὴ Κυβέρνησις δι' ἐγγράφου πρὸς τὸ ἡμέτερον ὑπουργεῖον τῶν Οἰκονομικῶν ζητεῖ πληροφορίας περὶ τῶν κινητῶν ἀξιῶν ἐν Ἑλλάδι, τῆς τραπεζικῆς καταστάσεως τοῦ τόπου καὶ τῆς ἀναπτύξεως τοῦ ἐμπορίου αὐτοῦ.: [752, 809, 1001, 889]
subheadline: Ἀπόπλους ρωσικῶν τορπιλλικῶν: [1024, 875, 1253, 890]
ad-line: Ὀφθαλμολογικὴ Κλινικὴ: [43, 984, 202, 998]
separator: [772, 759, 981, 760]
paragraph: Ἡ ἀτυχία αἱ ἐξ Ἀθηνῶν εἰδήσεις βεβαιοῦσιν, ὅτι ἡ πρώτη ἀπόφασις τῶν Ἐφετῶν διὰ ἐπιτυχίας ἀπὸ τοῦτο ἐπικρατεῖ ὅτι ἀπηχεῖτο διὰ νὰ πραγμάτη αὐτὴν τῆς φύσεως.: [16, 314, 229, 380]
headline: ΑΙ ΚΙΝΗΤΑΙ ΑΞΙΑΙ ΕΝ ΕΛΛΑΔΙ: [785, 767, 968, 808]
column-5: [1008, 70, 1270, 2198]
paragraph: Προχθὲς ἐκάθητο εἰς τὴν ἐξέδραν τοῦ Συντάγματος καὶ ἔβλεπε τὰς παρελάσεις, ὅτε ἤρχισεν ὁ μαξιλαροπόλεμος. Ἡ ταραχὴ τοῦ Θεολόγη ὑπῆρξε τοιαύτη ἐκ τοῦ φόβου μήπως τὸν κτυπήσῃ κανὲν ἐκ τῶν ἐκσφενδονιζομένων μαξιλαρίων, ὥστε ἀνεχώρησεν ἀμέσως διὰ νὰ μεταβῇ εἰς τὴν οἰκίαν του. Μόλις ὅμως ἔφθασεν εἰς τὴν ἐπὶ τῆς ὁδοῦ Πανεπιστημίου ἀνεγειρομένην οἰκίαν Εὐστρατίου ἔπαθεν ἐκ συγκοπῆς τῆς καρδίας καὶ μεταφερθεὶς εἰς τὴν οἰκίαν του ἐξέπνευσεν.: [752, 373, 1001, 533]
body-text: Ἡ Μὶς Στόουν ἐπέδωκε χθὲς πρὸς τὸν πρεσβευτὴν τῶν Ἡνωμένων Πολιτειῶν μακρὰν ὑπόμνησιν, ἐν τῷ ὁποίῳ αὕτη ἐκθέτει ὅλον τὸ ἱστορικὸν τῆς αἰχμαλωσίας. Τὸ ζήτημα τῆς ἀποδόσεως τῶν λύτρων περιπλέκεται ἐκ τοῦ γεγονότος, ὅτι ἡ Τουρκία ἐπιμένει νὰ ἀποδώσῃ πάσαν εὐθύνην, ἡ ἐπιρρίπτει εἰς τὴν Βουλγαρίαν.: [242, 260, 490, 380]
ad-title: ΟΙΝΟΠΟΙΙΑ: [70, 1434, 175, 1455]
paragraph: Κατὰ χθεσινὸν τηλεγράφημα πρὸς τὸ ὑπουργεῖον τῶν Ναυτικῶν ἐκ Χανίων ἀνεχώρησεν ἐκεῖθεν τὸ ἀτμόπλοιον τὸ αὐγκίεβον καταδρομικὸν «Πανδώρα».: [1014, 657, 1263, 711]
separator: [522, 1518, 719, 1519]
ad-title: ΠΑΛΛΗ & ΚΟΤΖΙΑ: [39, 1331, 206, 1352]
ad-kolman: [16, 823, 229, 960]
ad-line: Οἱ ἀγνότεροι καὶ ἐκλεκτότεροι ΕΛΛΗΝΙΚΟΙ ΟΙΝΟΙ: [22, 1491, 223, 1519]
paragraph: Καθ' ἃς ἐλάβομεν πληροφορίας, ἐξ ἀξιοπίστου πηγῆς, ὁ διευθυντὴς τῆς Ἀστυνομίας κ. Συμπαλλάδης ἀποφασίσας νὰ ὑποβάλῃ τὴν παραίτησίν του, ἀποδέχεται ἐντὸς τῆς παρούσης ἑβδομάδος, κριθεὶς ἀνεπαρκὴς εἰς τὰ καθήκοντα τοῦ διευθυντοῦ τῆς Ἀστυνομίας Ἀθηνῶν—Πειραιῶς.: [502, 485, 739, 592]
paragraph: Τοιουτοτρόπως ἐν Κομενλοὺρ ἔγινε τὸ πρῶτον κρούσμα πανώλους ἐντὸς τοῦ νοσοκομείου, εἰς δὲ τὸ χωρίον Νασσὰκ ἀνεφάνη ἐπίσης ἐκ κρούσμα ἐκτὸς καὶ εἰς θάνατος ἐντὸς τοῦ νοσοκομείου.: [242, 690, 489, 757]
paragraph: Μέχρι τῆς ἡμέρας αὐτῆς οἱ τρεῖς ὑπόδικοι καὶ ἡ δικαιοσύνη ἐπὶ τὴν κοινωνίαν· ἐκεῖ τὴν ἡμέραν ἐκείνην τοῦ Σπέντσος λαοῦ ἡ φωνὴ θὰ φέρῃ δόξαν ἐπὶ τὴν ἐπιβαλλομένην εἰς αὐτὴν ἐπιθυμίαν ἀνεχούσης τῆς ἀνεξαρτησίας τῆς πολίτης.: [16, 614, 229, 707]
col1-intro: [16, 70, 229, 817]
paragraph: Ὁ θρίαμβος τῆς δευτεροβαθμίου δικαιοσύνης θὰ εἶχεν ἀρκετὸν πανηγυρισμὸν ὥστε νὰ δώσῃ τὴν ἠθικὴν ἐκείνην ἱκανοποίησιν, ἥτις θὰ ἤρκει νὰ τοῖς ἐμπνεύσῃ διὰ μίαν στιγμὴν φορὰν τὴν ὁμολογημένην ὑψηλοφροσύνην των.: [16, 164, 229, 258]
ad-title: Ο ΧΑΡΤΟΠΟΛΕΜΟΣ: [31, 1311, 214, 1332]
article-contributions: [502, 1163, 739, 1316]
paragraph: Ὑπουργεῖον ἐν τούτοις δὲν φαίνεται ἀποδεχόμενον τὴν αἴτησιν ταύτην, καθόσον τὰ κλήματα ταῦτα θεωροῦνται ἀπαραίτητα διὰ τὰς συγκριτικὰς παρατηρήσεις τοῦ Σταθμοῦ.: [752, 70, 1001, 136]
paragraph: Ἡ διοίκησις τῆς Σταφιδικῆς Τραπέζης ἐν Πάτραις ἔλαβεν ἐγγράφως παρὰ τοῦ ὑπουργείου τῶν Οἰκονομικῶν ἐρωτῶσα ποσὸν ἀμερικανικῶν κλημάτων διὰ τὴν καλλιέργειαν τῆς ἀμπέλου.: [502, 1566, 739, 1633]
ad-line: ΠΑΤΡΩΝ: [94, 1478, 151, 1492]
separator: [1034, 952, 1243, 953]
ad-title: ΔΗΛΩΣΙΣ: [80, 828, 165, 849]
paragraph: Εἰς τὴν ἐνταῦθα ἀγγλικὴν Πρεσβείαν χθὲς τὴν ὀψὴν τῆς ἑσπέρας παρετέθη γεῦμα πρὸς τιμὴν τῆς Β. Οἰκογενείας. Εἰς τὸ γεῦμα αὐτὸ, τοῦ ὁποίου ἐπρωτοδήλετο ὁ Πρεσβευτὴς παρεκάθισαν ὁ Βασιλεύς, ὁ διάδοχος, ὁ πρίγκηψ Νικόλαος, ὁ πρίγκηψ Ἀνδρέας, ὁ κ. καὶ ἡ κ. Ἔτζερτον μετὰ τοῦ προσωπικοῦ τῆς Πρεσβείας, ἡ Μεγάλη Κυρία, αἱ ἐπὶ τῶν τιμῶν, ὁ Αὐλάρχης κ. Παπαρρηγόπουλος, ὁ Γ. Κουντουριώτης καὶ ὁ κλειδοῦχος τῆς Βασιλίσσης κ. Μεσσαλᾶς.: [242, 960, 489, 1107]
source: (Ἐθν. Πρακτ.): [242, 522, 489, 549]
paragraph: Τὸ τέρας τοῦτο εὑρίσκεται κλεισμένον ἐντὸς τενεκὲ ἐκ πετρελαίου, παρασκευασθὲν ἐντὸς οἰνοπνεύματος διὰ τὸν φόβον τῆς σήψεως, καθὼς δὲ ἀναφέρει ὁ ἀστυνόμος ἐγεννήθη παρά τινος χωρικῆς πρὸ ἡμερῶν.: [1014, 445, 1263, 512]
separator: [522, 284, 719, 285]
separator: [772, 895, 981, 896]
headline: Η ΠΥΡΚΑΓΙΑ ΤΗΣ ΝΥΚΤΟΣ: [760, 904, 993, 925]
paragraph: Ὁ κώδων τῆς πυροσβεστικῆς ἀγγελίας προεκάλεσε χθὲς τὴν 11 10' μ. μ. ὅταν τὴν προσοχὴν τῶν ἀνὰ τὰς ὁδοὺς καὶ τῶν πλησίον τοῦ Συντάγματος παρευρισκομένων. Ὁ συναγερμὸς ἐγένετο ἐκ τῆς οἰκίας τῆς κειμένης ἐπὶ τῆς γωνίας τῶν ὁδῶν Ἑρμοῦ καὶ Βουλῆς. Ἡ πυρκαϊὰ ἐσβέσθη ταχέως διὰ τῆς ἐπεμβάσεως τῶν πυροσβεστῶν καὶ τῆς Ἀστυνομίας, αἱ δὲ ζημίαι δὲν ὑπῆρξαν σημαντικαί. Ἐκ τῶν ἐρευνῶν προέκυψεν ὅτι τὸ πῦρ ἐξεδηλώθη ἐκ τοῦ καπνοδόχου.: [752, 959, 1001, 1106]
subheadline: Ἐν τῇ ἀγγλικῇ Πρεσβείᾳ: [279, 942, 452, 957]
ad-dermatologist: [16, 1753, 229, 1918]
article-extortionists: [502, 1330, 739, 1513]
